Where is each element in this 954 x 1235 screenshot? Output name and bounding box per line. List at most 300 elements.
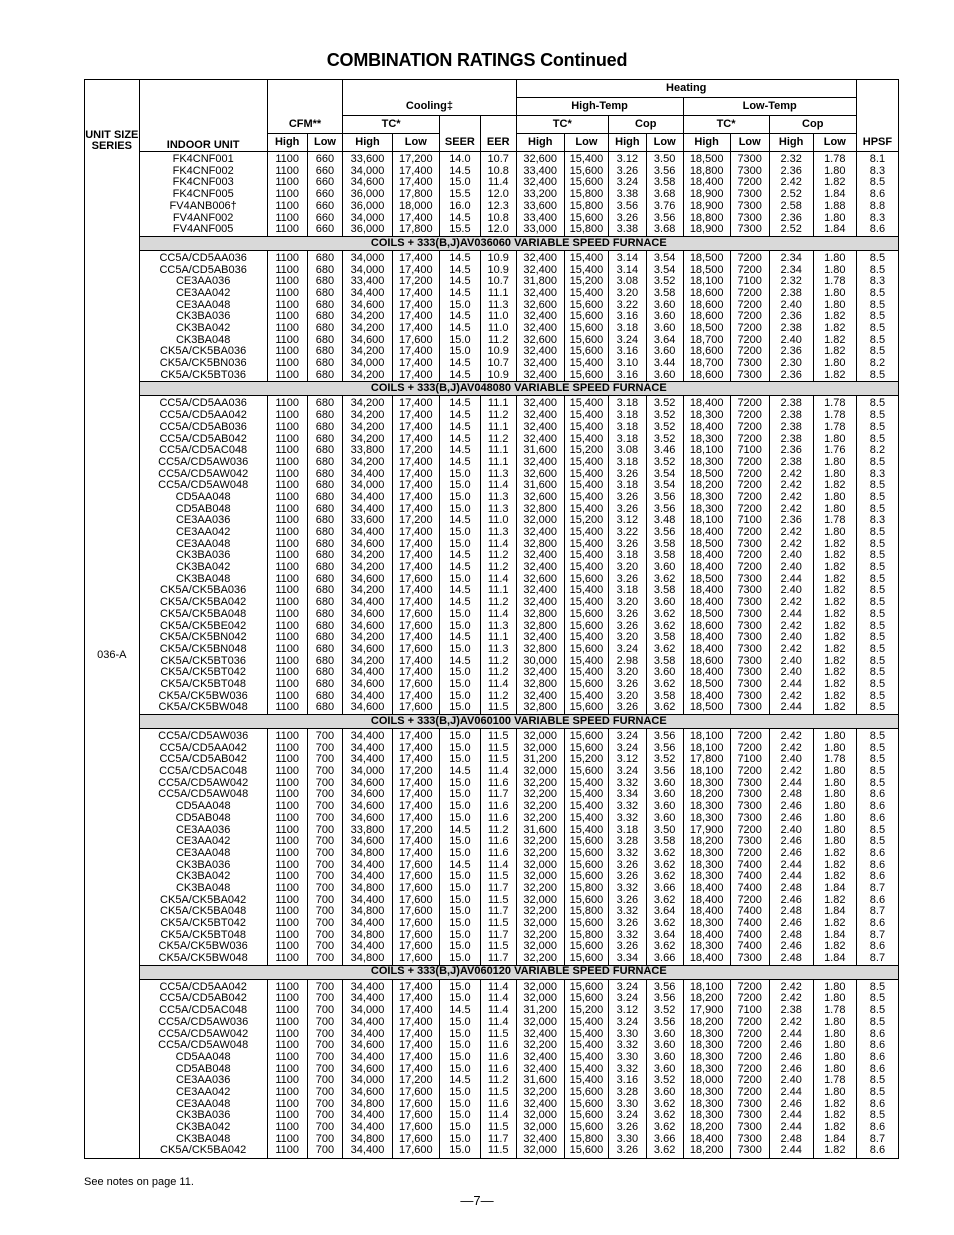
value-cell: 11.4 <box>480 1005 516 1017</box>
value-cell: 3.56 <box>646 743 683 755</box>
value-cell: 34,400 <box>343 895 392 907</box>
table-row <box>85 311 899 323</box>
value-cell: 3.58 <box>646 585 683 597</box>
value-cell: 2.48 <box>769 1134 813 1146</box>
value-cell: 15.0 <box>439 346 480 358</box>
value-cell: 8.5 <box>856 656 898 668</box>
value-cell: 34,400 <box>343 469 392 481</box>
value-cell: 3.60 <box>646 1087 683 1099</box>
indoor-unit-cell: CD5AA048 <box>139 492 267 504</box>
value-cell: 3.16 <box>608 311 646 323</box>
value-cell: 3.60 <box>646 778 683 790</box>
value-cell: 2.38 <box>769 433 813 445</box>
indoor-unit-cell: FV4ANF002 <box>139 212 267 224</box>
value-cell: 11.3 <box>480 527 516 539</box>
value-cell: 17,400 <box>392 457 439 469</box>
value-cell: 15,800 <box>564 201 608 213</box>
header-low-cop: Cop <box>769 116 856 134</box>
value-cell: 1.80 <box>813 778 856 790</box>
value-cell: 3.32 <box>608 930 646 942</box>
value-cell: 1.82 <box>813 644 856 656</box>
value-cell: 15.0 <box>439 574 480 586</box>
value-cell: 1.80 <box>813 469 856 481</box>
value-cell: 2.42 <box>769 469 813 481</box>
section-heading-row <box>85 714 899 728</box>
value-cell: 18,300 <box>683 492 730 504</box>
value-cell: 15.0 <box>439 620 480 632</box>
value-cell: 34,600 <box>343 1040 392 1052</box>
value-cell: 700 <box>307 1145 343 1158</box>
value-cell: 17,400 <box>392 396 439 410</box>
value-cell: 700 <box>307 848 343 860</box>
value-cell: 17,400 <box>392 789 439 801</box>
header-ht-tc-high: High <box>516 134 564 152</box>
value-cell: 11.5 <box>480 895 516 907</box>
indoor-unit-cell: CK5A/CK5BT048 <box>139 679 267 691</box>
value-cell: 34,600 <box>343 778 392 790</box>
value-cell: 14.5 <box>439 212 480 224</box>
value-cell: 7200 <box>730 766 769 778</box>
value-cell: 15.0 <box>439 300 480 312</box>
value-cell: 8.5 <box>856 177 898 189</box>
value-cell: 8.5 <box>856 836 898 848</box>
value-cell: 15.0 <box>439 906 480 918</box>
value-cell: 1.82 <box>813 323 856 335</box>
value-cell: 11.0 <box>480 515 516 527</box>
indoor-unit-cell: CC5A/CD5AA036 <box>139 396 267 410</box>
value-cell: 3.66 <box>646 1134 683 1146</box>
value-cell: 11.2 <box>480 597 516 609</box>
value-cell: 1100 <box>267 656 307 668</box>
value-cell: 3.60 <box>646 346 683 358</box>
value-cell: 15,400 <box>564 288 608 300</box>
indoor-unit-cell: CE3AA036 <box>139 1075 267 1087</box>
indoor-unit-cell: CK3BA042 <box>139 1122 267 1134</box>
value-cell: 18,400 <box>683 396 730 410</box>
indoor-unit-cell: CE3AA042 <box>139 1087 267 1099</box>
value-cell: 32,400 <box>516 433 564 445</box>
indoor-unit-cell: CC5A/CD5AW036 <box>139 457 267 469</box>
value-cell: 7100 <box>730 515 769 527</box>
value-cell: 18,400 <box>683 930 730 942</box>
value-cell: 680 <box>307 562 343 574</box>
value-cell: 1100 <box>267 1064 307 1076</box>
value-cell: 7200 <box>730 1075 769 1087</box>
value-cell: 3.26 <box>608 469 646 481</box>
value-cell: 17,400 <box>392 410 439 422</box>
value-cell: 3.32 <box>608 813 646 825</box>
value-cell: 3.26 <box>608 679 646 691</box>
value-cell: 18,100 <box>683 743 730 755</box>
value-cell: 15,400 <box>564 550 608 562</box>
value-cell: 700 <box>307 1028 343 1040</box>
value-cell: 11.5 <box>480 1145 516 1158</box>
value-cell: 1100 <box>267 358 307 370</box>
indoor-unit-cell: CK3BA048 <box>139 574 267 586</box>
value-cell: 18,400 <box>683 422 730 434</box>
indoor-unit-cell: CC5A/CD5AW042 <box>139 1028 267 1040</box>
value-cell: 15,400 <box>564 632 608 644</box>
value-cell: 3.60 <box>646 1028 683 1040</box>
value-cell: 1.82 <box>813 871 856 883</box>
value-cell: 17,200 <box>392 515 439 527</box>
value-cell: 3.28 <box>608 1087 646 1099</box>
value-cell: 15,400 <box>564 801 608 813</box>
value-cell: 18,500 <box>683 609 730 621</box>
indoor-unit-cell: CK3BA042 <box>139 562 267 574</box>
value-cell: 18,400 <box>683 691 730 703</box>
value-cell: 17,400 <box>392 265 439 277</box>
value-cell: 680 <box>307 620 343 632</box>
value-cell: 7200 <box>730 492 769 504</box>
value-cell: 14.5 <box>439 550 480 562</box>
value-cell: 7200 <box>730 504 769 516</box>
table-row <box>85 1064 899 1076</box>
value-cell: 1100 <box>267 1005 307 1017</box>
value-cell: 2.46 <box>769 813 813 825</box>
value-cell: 17,400 <box>392 504 439 516</box>
indoor-unit-cell: CC5A/CD5AB042 <box>139 993 267 1005</box>
table-row <box>85 778 899 790</box>
value-cell: 17,600 <box>392 930 439 942</box>
value-cell: 34,400 <box>343 941 392 953</box>
value-cell: 1.80 <box>813 836 856 848</box>
value-cell: 17,600 <box>392 1110 439 1122</box>
value-cell: 34,600 <box>343 620 392 632</box>
value-cell: 2.44 <box>769 871 813 883</box>
value-cell: 10.9 <box>480 370 516 382</box>
value-cell: 2.38 <box>769 410 813 422</box>
value-cell: 33,800 <box>343 445 392 457</box>
value-cell: 7300 <box>730 620 769 632</box>
value-cell: 34,400 <box>343 1145 392 1158</box>
value-cell: 2.48 <box>769 789 813 801</box>
value-cell: 18,300 <box>683 504 730 516</box>
indoor-unit-cell: CC5A/CD5AW036 <box>139 1017 267 1029</box>
value-cell: 3.60 <box>646 1064 683 1076</box>
value-cell: 11.6 <box>480 1064 516 1076</box>
value-cell: 32,400 <box>516 691 564 703</box>
value-cell: 680 <box>307 370 343 382</box>
table-row <box>85 824 899 836</box>
value-cell: 15.0 <box>439 702 480 714</box>
value-cell: 8.5 <box>856 609 898 621</box>
value-cell: 3.60 <box>646 597 683 609</box>
value-cell: 700 <box>307 1017 343 1029</box>
value-cell: 3.48 <box>646 515 683 527</box>
value-cell: 1100 <box>267 152 307 166</box>
value-cell: 3.58 <box>646 836 683 848</box>
value-cell: 15,600 <box>564 620 608 632</box>
value-cell: 17,400 <box>392 656 439 668</box>
table-row <box>85 585 899 597</box>
value-cell: 8.5 <box>856 265 898 277</box>
value-cell: 32,400 <box>516 410 564 422</box>
value-cell: 15,600 <box>564 609 608 621</box>
value-cell: 33,600 <box>343 152 392 166</box>
value-cell: 17,600 <box>392 871 439 883</box>
value-cell: 2.42 <box>769 480 813 492</box>
value-cell: 3.14 <box>608 250 646 264</box>
indoor-unit-cell: CC5A/CD5AW036 <box>139 728 267 742</box>
value-cell: 2.40 <box>769 562 813 574</box>
value-cell: 32,400 <box>516 396 564 410</box>
value-cell: 7200 <box>730 550 769 562</box>
indoor-unit-cell: CK5A/CK5BW036 <box>139 691 267 703</box>
value-cell: 34,800 <box>343 930 392 942</box>
value-cell: 8.5 <box>856 679 898 691</box>
value-cell: 18,400 <box>683 597 730 609</box>
value-cell: 1100 <box>267 860 307 872</box>
indoor-unit-cell: CE3AA042 <box>139 836 267 848</box>
value-cell: 15,400 <box>564 396 608 410</box>
value-cell: 11.7 <box>480 789 516 801</box>
value-cell: 15,600 <box>564 766 608 778</box>
value-cell: 10.9 <box>480 250 516 264</box>
value-cell: 8.5 <box>856 667 898 679</box>
value-cell: 700 <box>307 1122 343 1134</box>
value-cell: 680 <box>307 250 343 264</box>
value-cell: 14.5 <box>439 396 480 410</box>
indoor-unit-cell: CK3BA048 <box>139 883 267 895</box>
value-cell: 34,800 <box>343 848 392 860</box>
table-row <box>85 679 899 691</box>
section-heading: COILS + 333(B,J)AV060100 VARIABLE SPEED FURNACE <box>139 714 898 728</box>
value-cell: 3.62 <box>646 941 683 953</box>
value-cell: 2.42 <box>769 177 813 189</box>
value-cell: 15,400 <box>564 789 608 801</box>
value-cell: 7100 <box>730 445 769 457</box>
value-cell: 1.80 <box>813 457 856 469</box>
table-row <box>85 276 899 288</box>
value-cell: 11.4 <box>480 1017 516 1029</box>
value-cell: 18,500 <box>683 469 730 481</box>
indoor-unit-cell: CK5A/CK5BA042 <box>139 895 267 907</box>
value-cell: 17,600 <box>392 679 439 691</box>
value-cell: 3.26 <box>608 492 646 504</box>
value-cell: 2.36 <box>769 346 813 358</box>
value-cell: 15,400 <box>564 1064 608 1076</box>
value-cell: 32,400 <box>516 527 564 539</box>
value-cell: 32,400 <box>516 550 564 562</box>
value-cell: 15.5 <box>439 224 480 236</box>
indoor-unit-cell: CC5A/CD5AC048 <box>139 445 267 457</box>
value-cell: 3.60 <box>646 370 683 382</box>
value-cell: 15,400 <box>564 422 608 434</box>
indoor-unit-cell: CC5A/CD5AB042 <box>139 754 267 766</box>
value-cell: 2.44 <box>769 609 813 621</box>
value-cell: 680 <box>307 323 343 335</box>
value-cell: 700 <box>307 1052 343 1064</box>
value-cell: 3.52 <box>646 410 683 422</box>
table-row <box>85 766 899 778</box>
value-cell: 3.64 <box>646 335 683 347</box>
value-cell: 8.6 <box>856 224 898 236</box>
value-cell: 18,100 <box>683 728 730 742</box>
value-cell: 700 <box>307 754 343 766</box>
value-cell: 1100 <box>267 1087 307 1099</box>
value-cell: 18,600 <box>683 370 730 382</box>
value-cell: 3.54 <box>646 265 683 277</box>
value-cell: 3.12 <box>608 1005 646 1017</box>
value-cell: 8.6 <box>856 941 898 953</box>
value-cell: 3.32 <box>608 906 646 918</box>
value-cell: 1.80 <box>813 789 856 801</box>
value-cell: 18,300 <box>683 1028 730 1040</box>
value-cell: 3.50 <box>646 152 683 166</box>
value-cell: 15.0 <box>439 848 480 860</box>
value-cell: 1.82 <box>813 1110 856 1122</box>
value-cell: 11.3 <box>480 620 516 632</box>
value-cell: 1.82 <box>813 941 856 953</box>
value-cell: 14.5 <box>439 585 480 597</box>
value-cell: 3.60 <box>646 562 683 574</box>
indoor-unit-cell: CC5A/CD5AW042 <box>139 469 267 481</box>
value-cell: 7300 <box>730 585 769 597</box>
value-cell: 3.52 <box>646 754 683 766</box>
indoor-unit-cell: CK5A/CK5BW048 <box>139 953 267 965</box>
header-hpsf: HPSF <box>856 134 898 152</box>
value-cell: 11.5 <box>480 918 516 930</box>
value-cell: 11.5 <box>480 743 516 755</box>
value-cell: 7300 <box>730 539 769 551</box>
indoor-unit-cell: CE3AA036 <box>139 276 267 288</box>
value-cell: 15.0 <box>439 504 480 516</box>
value-cell: 32,200 <box>516 883 564 895</box>
value-cell: 3.34 <box>608 789 646 801</box>
value-cell: 14.5 <box>439 562 480 574</box>
value-cell: 34,400 <box>343 1110 392 1122</box>
value-cell: 2.46 <box>769 1064 813 1076</box>
table-row <box>85 370 899 382</box>
value-cell: 1100 <box>267 632 307 644</box>
value-cell: 680 <box>307 702 343 714</box>
value-cell: 18,300 <box>683 433 730 445</box>
value-cell: 15,400 <box>564 585 608 597</box>
value-cell: 11.0 <box>480 311 516 323</box>
indoor-unit-cell: CE3AA036 <box>139 824 267 836</box>
value-cell: 34,400 <box>343 743 392 755</box>
value-cell: 1.80 <box>813 265 856 277</box>
value-cell: 11.5 <box>480 702 516 714</box>
value-cell: 1.82 <box>813 667 856 679</box>
indoor-unit-cell: CK5A/CK5BT042 <box>139 918 267 930</box>
value-cell: 15.0 <box>439 743 480 755</box>
value-cell: 3.60 <box>646 311 683 323</box>
value-cell: 8.5 <box>856 250 898 264</box>
value-cell: 8.8 <box>856 201 898 213</box>
value-cell: 15.0 <box>439 667 480 679</box>
value-cell: 32,400 <box>516 422 564 434</box>
value-cell: 1.80 <box>813 492 856 504</box>
value-cell: 15.0 <box>439 1122 480 1134</box>
value-cell: 1.84 <box>813 189 856 201</box>
value-cell: 7200 <box>730 562 769 574</box>
value-cell: 18,300 <box>683 848 730 860</box>
value-cell: 1100 <box>267 667 307 679</box>
indoor-unit-cell: CK5A/CK5BT048 <box>139 930 267 942</box>
value-cell: 2.46 <box>769 801 813 813</box>
value-cell: 32,000 <box>516 895 564 907</box>
value-cell: 700 <box>307 1005 343 1017</box>
value-cell: 8.5 <box>856 691 898 703</box>
value-cell: 15,400 <box>564 480 608 492</box>
table-row <box>85 953 899 965</box>
table-row <box>85 396 899 410</box>
value-cell: 1.80 <box>813 824 856 836</box>
value-cell: 15,600 <box>564 1087 608 1099</box>
value-cell: 3.26 <box>608 212 646 224</box>
value-cell: 17,400 <box>392 177 439 189</box>
value-cell: 2.44 <box>769 1087 813 1099</box>
value-cell: 3.24 <box>608 728 646 742</box>
indoor-unit-cell: CD5AB048 <box>139 813 267 825</box>
value-cell: 680 <box>307 311 343 323</box>
value-cell: 15,800 <box>564 930 608 942</box>
value-cell: 2.46 <box>769 1052 813 1064</box>
value-cell: 34,800 <box>343 953 392 965</box>
value-cell: 3.68 <box>646 189 683 201</box>
value-cell: 1100 <box>267 644 307 656</box>
value-cell: 15.0 <box>439 918 480 930</box>
value-cell: 8.5 <box>856 504 898 516</box>
header-blank <box>139 80 267 98</box>
value-cell: 14.5 <box>439 250 480 264</box>
header-ht-tc-low: Low <box>564 134 608 152</box>
value-cell: 7200 <box>730 396 769 410</box>
header-low-tc: TC* <box>683 116 769 134</box>
value-cell: 7100 <box>730 276 769 288</box>
value-cell: 11.6 <box>480 836 516 848</box>
indoor-unit-cell: CK5A/CK5BN042 <box>139 632 267 644</box>
value-cell: 17,400 <box>392 632 439 644</box>
indoor-unit-cell: CK5A/CK5BA048 <box>139 906 267 918</box>
value-cell: 1.84 <box>813 883 856 895</box>
value-cell: 700 <box>307 930 343 942</box>
value-cell: 31,800 <box>516 276 564 288</box>
header-cool-high: High <box>343 134 392 152</box>
value-cell: 36,000 <box>343 224 392 236</box>
value-cell: 15,600 <box>564 702 608 714</box>
value-cell: 17,400 <box>392 691 439 703</box>
value-cell: 11.2 <box>480 656 516 668</box>
value-cell: 18,300 <box>683 457 730 469</box>
value-cell: 17,600 <box>392 895 439 907</box>
value-cell: 1.80 <box>813 250 856 264</box>
value-cell: 3.62 <box>646 918 683 930</box>
value-cell: 2.40 <box>769 754 813 766</box>
value-cell: 2.44 <box>769 860 813 872</box>
value-cell: 15,800 <box>564 906 608 918</box>
value-cell: 15.0 <box>439 754 480 766</box>
value-cell: 7200 <box>730 993 769 1005</box>
value-cell: 1100 <box>267 480 307 492</box>
value-cell: 1.82 <box>813 574 856 586</box>
value-cell: 680 <box>307 504 343 516</box>
value-cell: 8.6 <box>856 848 898 860</box>
value-cell: 15.0 <box>439 1064 480 1076</box>
value-cell: 3.66 <box>646 953 683 965</box>
value-cell: 1.80 <box>813 979 856 993</box>
value-cell: 3.32 <box>608 801 646 813</box>
value-cell: 11.6 <box>480 1040 516 1052</box>
value-cell: 15,600 <box>564 941 608 953</box>
value-cell: 10.9 <box>480 265 516 277</box>
value-cell: 1.82 <box>813 679 856 691</box>
value-cell: 34,200 <box>343 656 392 668</box>
value-cell: 15.0 <box>439 335 480 347</box>
value-cell: 32,000 <box>516 979 564 993</box>
